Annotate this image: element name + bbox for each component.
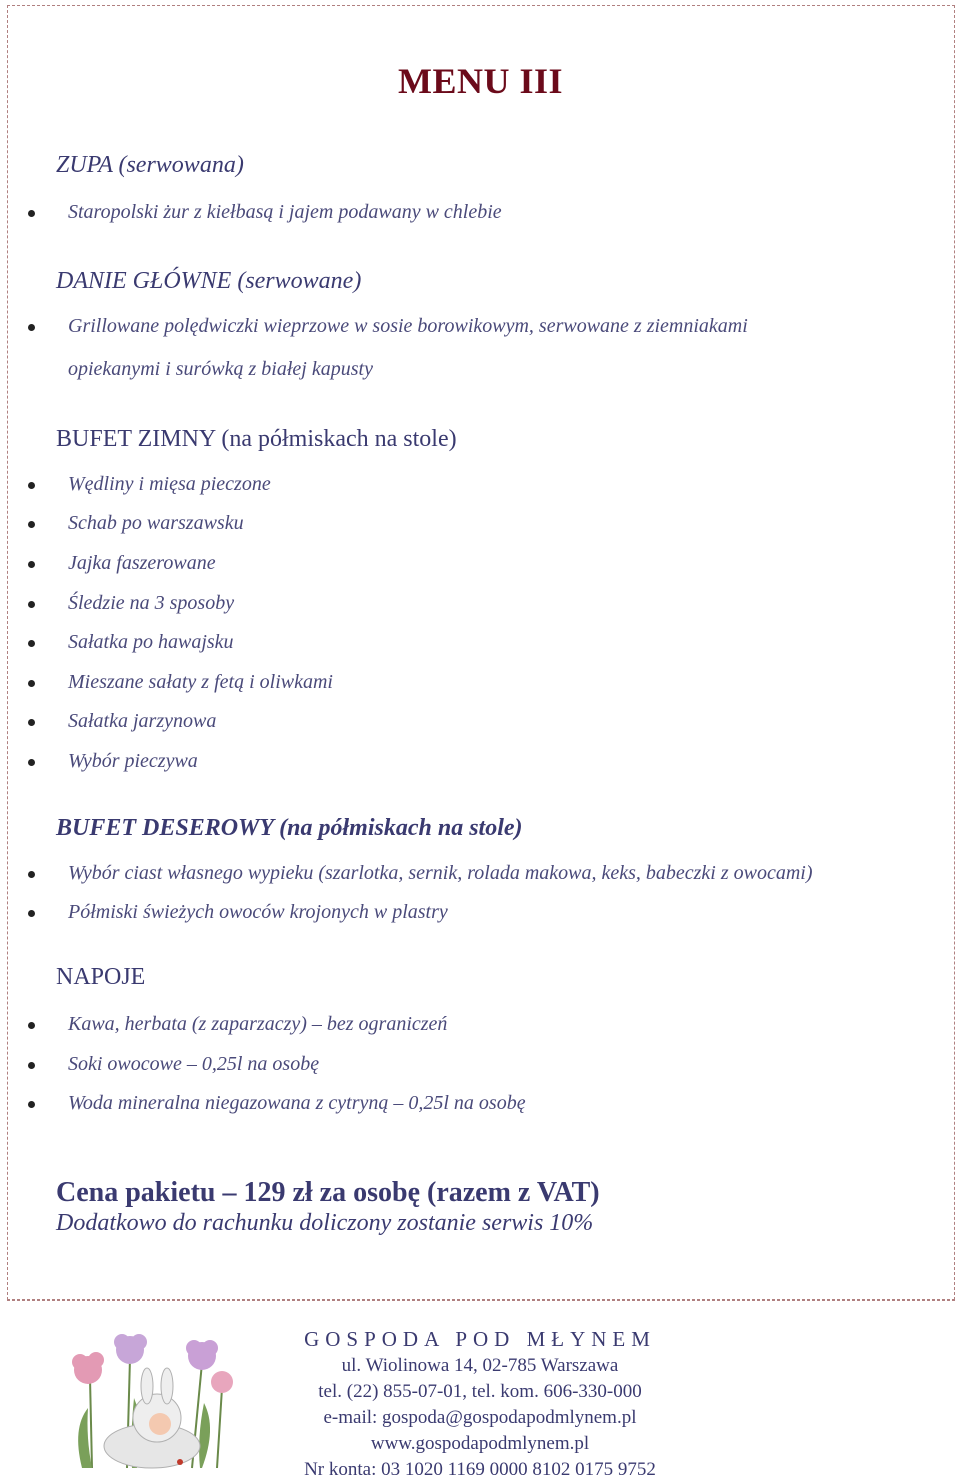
menu-item: Soki owocowe – 0,25l na osobę (68, 1053, 320, 1075)
menu-item: Kawa, herbata (z zaparzaczy) – bez ograniczeń (68, 1013, 448, 1035)
bullet-icon (28, 210, 35, 217)
menu-item: Sałatka po hawajsku (68, 631, 234, 653)
bullet-icon (28, 1062, 35, 1069)
phone: tel. (22) 855-07-01, tel. kom. 606-330-000 (318, 1381, 642, 1402)
footer-divider (7, 1300, 955, 1301)
email: e-mail: gospoda@gospodapodmlynem.pl (323, 1407, 637, 1428)
website: www.gospodapodmlynem.pl (370, 1433, 590, 1454)
bullet-icon (28, 561, 35, 568)
bullet-icon (28, 1101, 35, 1108)
bullet-icon (28, 719, 35, 726)
menu-item: Grillowane polędwiczki wieprzowe w sosie borowikowym, serwowane z ziemniakami (68, 315, 748, 337)
restaurant-name: GOSPODA POD MŁYNEM (304, 1327, 656, 1351)
address: ul. Wiolinowa 14, 02-785 Warszawa (341, 1355, 619, 1376)
menu-item: Półmiski świeżych owoców krojonych w plastry (68, 901, 448, 923)
menu-item-continuation: opiekanymi i surówką z białej kapusty (68, 358, 373, 380)
flowers-baby-illustration (52, 1318, 242, 1478)
menu-item: Jajka faszerowane (68, 552, 216, 574)
package-price: Cena pakietu – 129 zł za osobę (razem z VAT) (56, 1177, 600, 1208)
menu-item: Śledzie na 3 sposoby (68, 592, 235, 614)
bullet-icon (28, 871, 35, 878)
section-heading-zupa: ZUPA (serwowana) (56, 152, 244, 178)
bullet-icon (28, 910, 35, 917)
menu-item: Staropolski żur z kiełbasą i jajem podawany w chlebie (68, 201, 502, 223)
bullet-icon (28, 482, 35, 489)
menu-item: Wędliny i mięsa pieczone (68, 473, 271, 495)
bullet-icon (28, 1022, 35, 1029)
menu-item: Sałatka jarzynowa (68, 710, 217, 732)
menu-item: Wybór pieczywa (68, 750, 198, 772)
bullet-icon (28, 759, 35, 766)
menu-item: Schab po warszawsku (68, 512, 244, 534)
menu-item: Wybór ciast własnego wypieku (szarlotka, sernik, rolada makowa, keks, babeczki z owocami) (68, 862, 813, 884)
bullet-icon (28, 521, 35, 528)
bullet-icon (28, 601, 35, 608)
menu-item: Mieszane sałaty z fetą i oliwkami (68, 671, 333, 693)
section-heading-danie: DANIE GŁÓWNE (serwowane) (56, 268, 362, 294)
bank-account: Nr konta: 03 1020 1169 0000 8102 0175 9752 (304, 1459, 656, 1480)
bullet-icon (28, 680, 35, 687)
section-heading-bufet-deserowy: BUFET DESEROWY (na półmiskach na stole) (56, 815, 523, 841)
service-note: Dodatkowo do rachunku doliczony zostanie serwis 10% (56, 1210, 594, 1236)
bullet-icon (28, 324, 35, 331)
section-heading-bufet-zimny: BUFET ZIMNY (na półmiskach na stole) (56, 426, 457, 452)
bullet-icon (28, 640, 35, 647)
menu-item: Woda mineralna niegazowana z cytryną – 0,25l na osobę (68, 1092, 526, 1114)
menu-title: MENU III (398, 61, 564, 101)
section-heading-napoje: NAPOJE (56, 964, 146, 990)
